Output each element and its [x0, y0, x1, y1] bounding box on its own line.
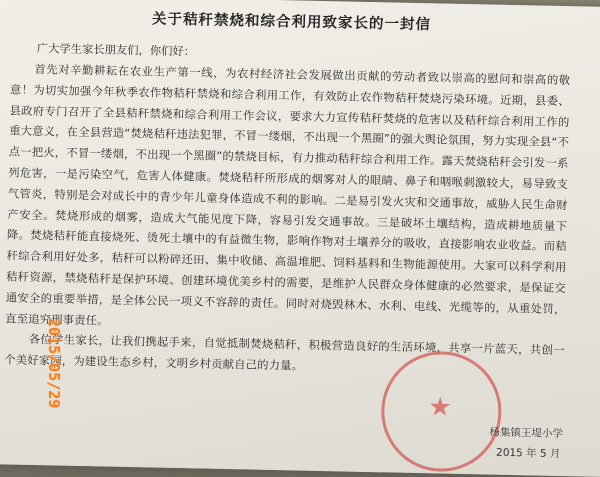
signature-date: 2015 年 5 月 [495, 446, 561, 461]
letter-greeting: 广大学生家长朋友们，你们好： [36, 41, 196, 59]
letter-title: 关于秸秆禁烧和综合利用致家长的一封信 [151, 11, 432, 34]
signature-organization: 杨集镇王堤小学 [489, 426, 564, 441]
letter-content [4, 0, 572, 383]
letter-paragraph-1: 首先对辛勤耕耘在农业生产第一线，为农村经济社会发展做出贡献的劳动者致以崇高的慰问和崇高的敬意！为切实加强今年秋季农作物秸秆禁烧和综合利用工作，有效防止农作物秸秆焚烧污染环境。近期，县委、县政府专门召开了全县秸秆禁烧和综合利用工作会议，要求大力宣传秸秆焚烧的危害以及秸秆综合利用工作的重大意义，在全县营造“焚烧秸秆违法犯罪，不冒一缕烟，不出现一个黑圈”的强大舆论氛围，努力实现全县“不点一把火，不冒一缕烟，不出现一个黑圈”的禁烧目标，有力推动秸秆综合利用工作。露天焚烧秸秆会引发一系列危害，一是污染空气，危害人体健康。焚烧秸秆所形成的烟雾对人的眼睛、鼻子和咽喉刺激较大，易导致支气管炎，特别是会对成长中的青少年儿童身体造成不利的影响。二是易引发火灾和交通事故，威胁人民生命财产安全。焚烧形成的烟雾，造成大气能见度下降，容易引发交通事故。三是破坏土壤结构，造成耕地质量下降。焚烧秸秆能直接烧死、烫死土壤中的有益微生物，影响作物对土壤养分的吸收，直接影响农业收益。而秸秆综合利用好处多，秸秆可以粉碎还田、集中收储、高温堆肥、饲料基料和生物能源使用。大家可以科学利用秸秆资源，禁烧秸秆是保护环境、创建环境优美乡村的需要，是维护人民群众身体健康的必然要求，是保证交通安全的重要举措，是全体公民一项义不容辞的责任。同时对烧毁林木、水利、电线、光缆等的，从重处罚，直至追究刑事责任。 [5, 62, 571, 328]
camera-date-stamp: 2015/05/29 [45, 318, 63, 409]
official-seal [380, 350, 502, 472]
seal-star-icon: ★ [428, 392, 453, 423]
letter-paragraph-2: 各位学生家长，让我们携起手来，自觉抵制焚烧秸秆，积极营造良好的生活环境，共享一片蓝天，共创一个美好家园，为建设生态乡村，文明乡村贡献自己的力量。 [4, 333, 565, 373]
